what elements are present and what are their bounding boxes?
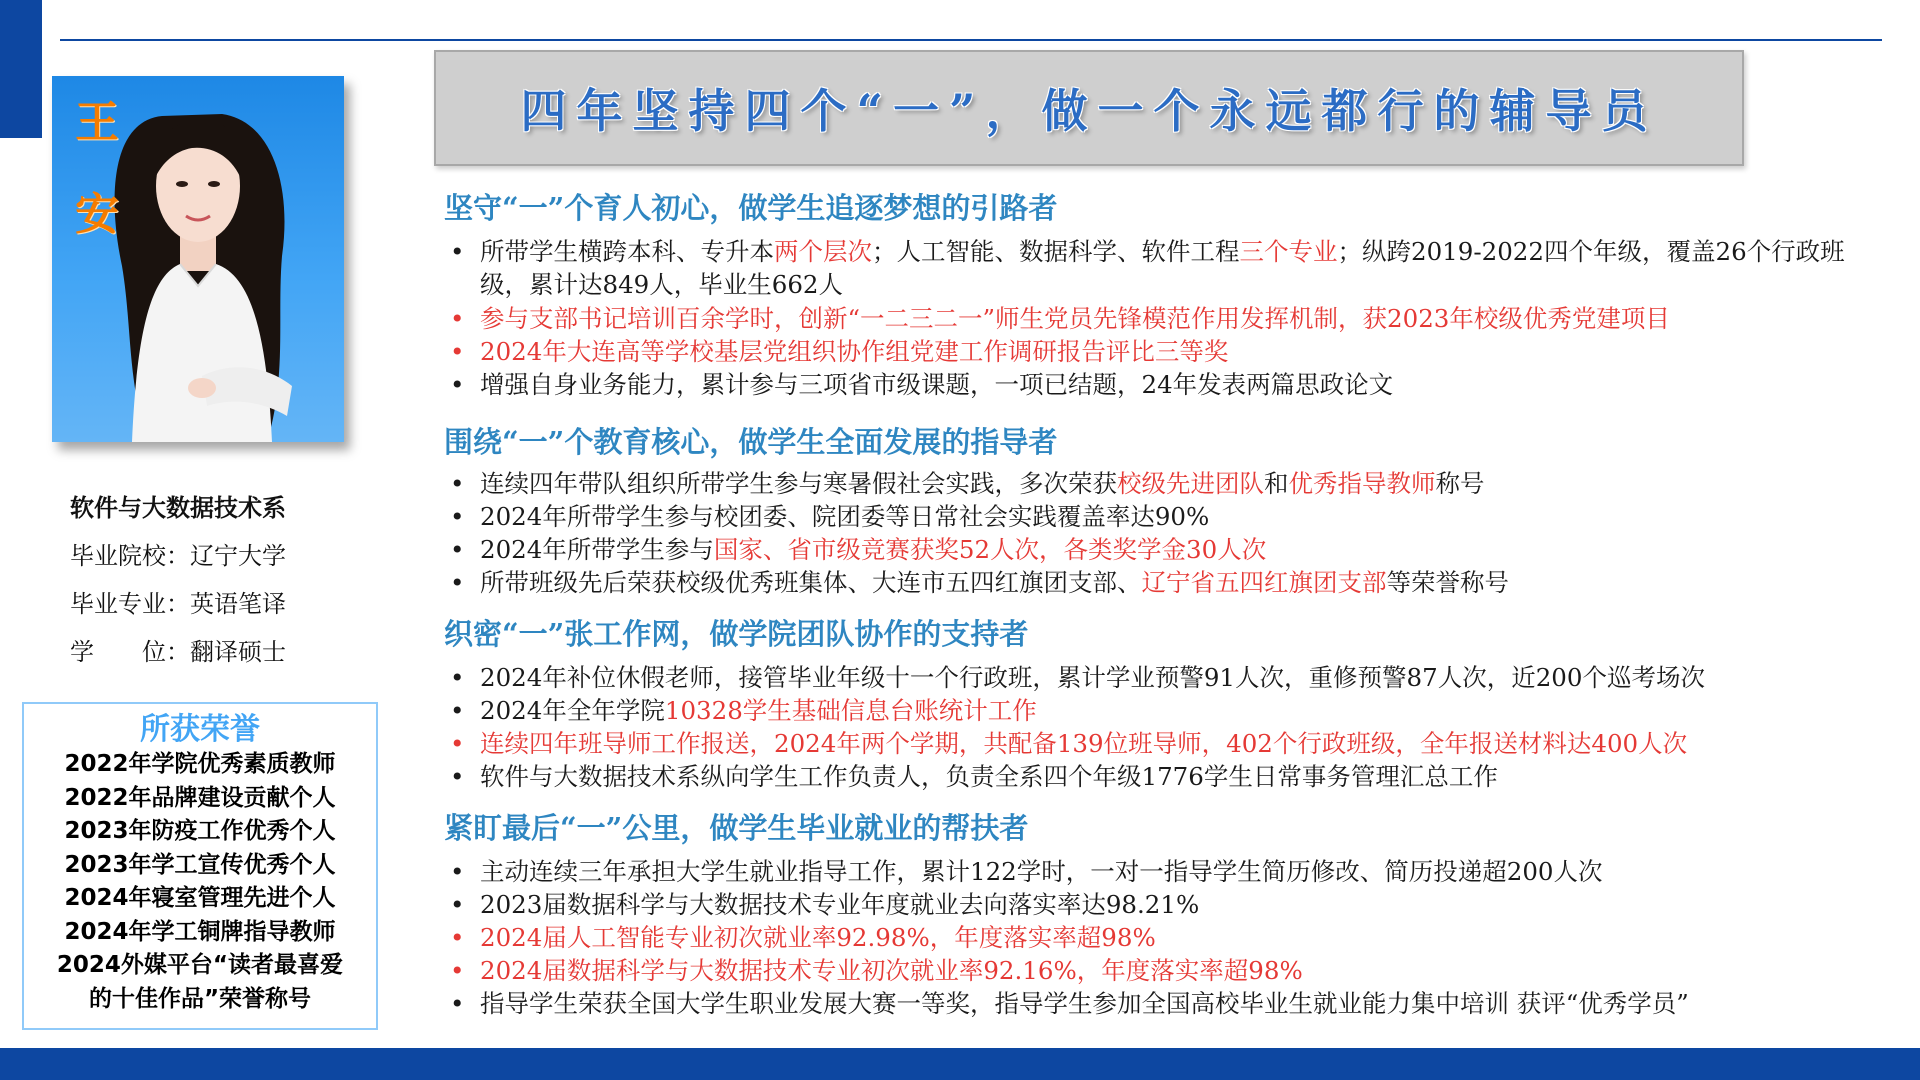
bullet-item: • 2023届数据科学与大数据技术专业年度就业去向落实率达98.21%	[450, 888, 1870, 921]
bullet-item: • 2024年全年学院10328学生基础信息台账统计工作	[450, 694, 1870, 727]
top-divider-line	[60, 39, 1882, 41]
bullet-item: • 增强自身业务能力，累计参与三项省市级课题，一项已结题，24年发表两篇思政论文	[450, 368, 1870, 401]
bullet-item: • 2024年大连高等学校基层党组织协作组党建工作调研报告评比三等奖	[450, 335, 1870, 368]
bullet-item: • 所带班级先后荣获校级优秀班集体、大连市五四红旗团支部、辽宁省五四红旗团支部等荣誉称号	[450, 566, 1870, 599]
bullet-item: • 连续四年带队组织所带学生参与寒暑假社会实践，多次荣获校级先进团队和优秀指导教师称号	[450, 467, 1870, 500]
honor-item: 2023年防疫工作优秀个人	[64, 818, 336, 844]
left-accent-bar	[0, 0, 42, 138]
bottom-accent-bar	[0, 1048, 1920, 1080]
name-char-2: 安	[75, 189, 119, 240]
profile-photo	[52, 76, 344, 442]
section-title: 围绕“一”个教育核心，做学生全面发展的指导者	[444, 425, 1058, 459]
graduate-major: 毕业专业：英语笔译	[70, 590, 286, 618]
honor-item: 2024年学工铜牌指导教师	[64, 918, 336, 945]
honors-title: 所获荣誉	[140, 712, 260, 747]
bullet-item: • 所带学生横跨本科、专升本两个层次；人工智能、数据科学、软件工程三个专业；纵跨2019-2022四个年级，覆盖26个行政班级，累计达849人，毕业生662人	[450, 235, 1870, 301]
honor-item: 2024年寝室管理先进个人	[64, 885, 336, 911]
degree: 学 位：翻译硕士	[70, 638, 286, 666]
honor-item: 的十佳作品”荣誉称号	[88, 985, 312, 1012]
honor-item: 2022年学院优秀素质教师	[64, 751, 336, 777]
bullet-item: • 主动连续三年承担大学生就业指导工作，累计122学时，一对一指导学生简历修改、简历投递超200人次	[450, 855, 1870, 888]
department-label: 软件与大数据技术系	[70, 494, 286, 522]
bullet-item: • 2024年所带学生参与国家、省市级竞赛获奖52人次，各类奖学金30人次	[450, 533, 1870, 566]
honor-item: 2024外媒平台“读者最喜爱	[56, 952, 344, 978]
section-title: 织密“一”张工作网，做学院团队协作的支持者	[444, 617, 1029, 651]
section-title: 紧盯最后“一”公里，做学生毕业就业的帮扶者	[444, 811, 1029, 845]
honor-item: 2022年品牌建设贡献个人	[64, 784, 336, 811]
honor-item: 2023年学工宣传优秀个人	[64, 851, 336, 878]
bullet-item: • 2024年所带学生参与校团委、院团委等日常社会实践覆盖率达90%	[450, 500, 1870, 533]
section-title: 坚守“一”个育人初心，做学生追逐梦想的引路者	[444, 191, 1058, 225]
bullet-item: • 2024年补位休假老师，接管毕业年级十一个行政班，累计学业预警91人次，重修预警87人次，近200个巡考场次	[450, 661, 1870, 694]
bullet-item: • 2024届数据科学与大数据技术专业初次就业率92.16%，年度落实率超98%	[450, 954, 1870, 987]
bullet-item: • 连续四年班导师工作报送，2024年两个学期，共配备139位班导师，402个行政班级，全年报送材料达400人次	[450, 727, 1870, 760]
title-banner	[434, 50, 1744, 166]
bullet-item: • 软件与大数据技术系纵向学生工作负责人，负责全系四个年级1776学生日常事务管理汇总工作	[450, 760, 1870, 793]
honors-box	[22, 702, 378, 1030]
bullet-item: • 参与支部书记培训百余学时，创新“一二三二一”师生党员先锋模范作用发挥机制，获2023年校级优秀党建项目	[450, 302, 1870, 335]
banner-title: 四年坚持四个“一”，做一个永远都行的辅导员	[520, 84, 1658, 138]
name-char-1: 王	[75, 97, 119, 148]
graduate-school: 毕业院校：辽宁大学	[70, 542, 286, 570]
bullet-item: • 2024届人工智能专业初次就业率92.98%，年度落实率超98%	[450, 921, 1870, 954]
bullet-item: • 指导学生荣获全国大学生职业发展大赛一等奖，指导学生参加全国高校毕业生就业能力集中培训 获评“优秀学员”	[450, 987, 1870, 1020]
